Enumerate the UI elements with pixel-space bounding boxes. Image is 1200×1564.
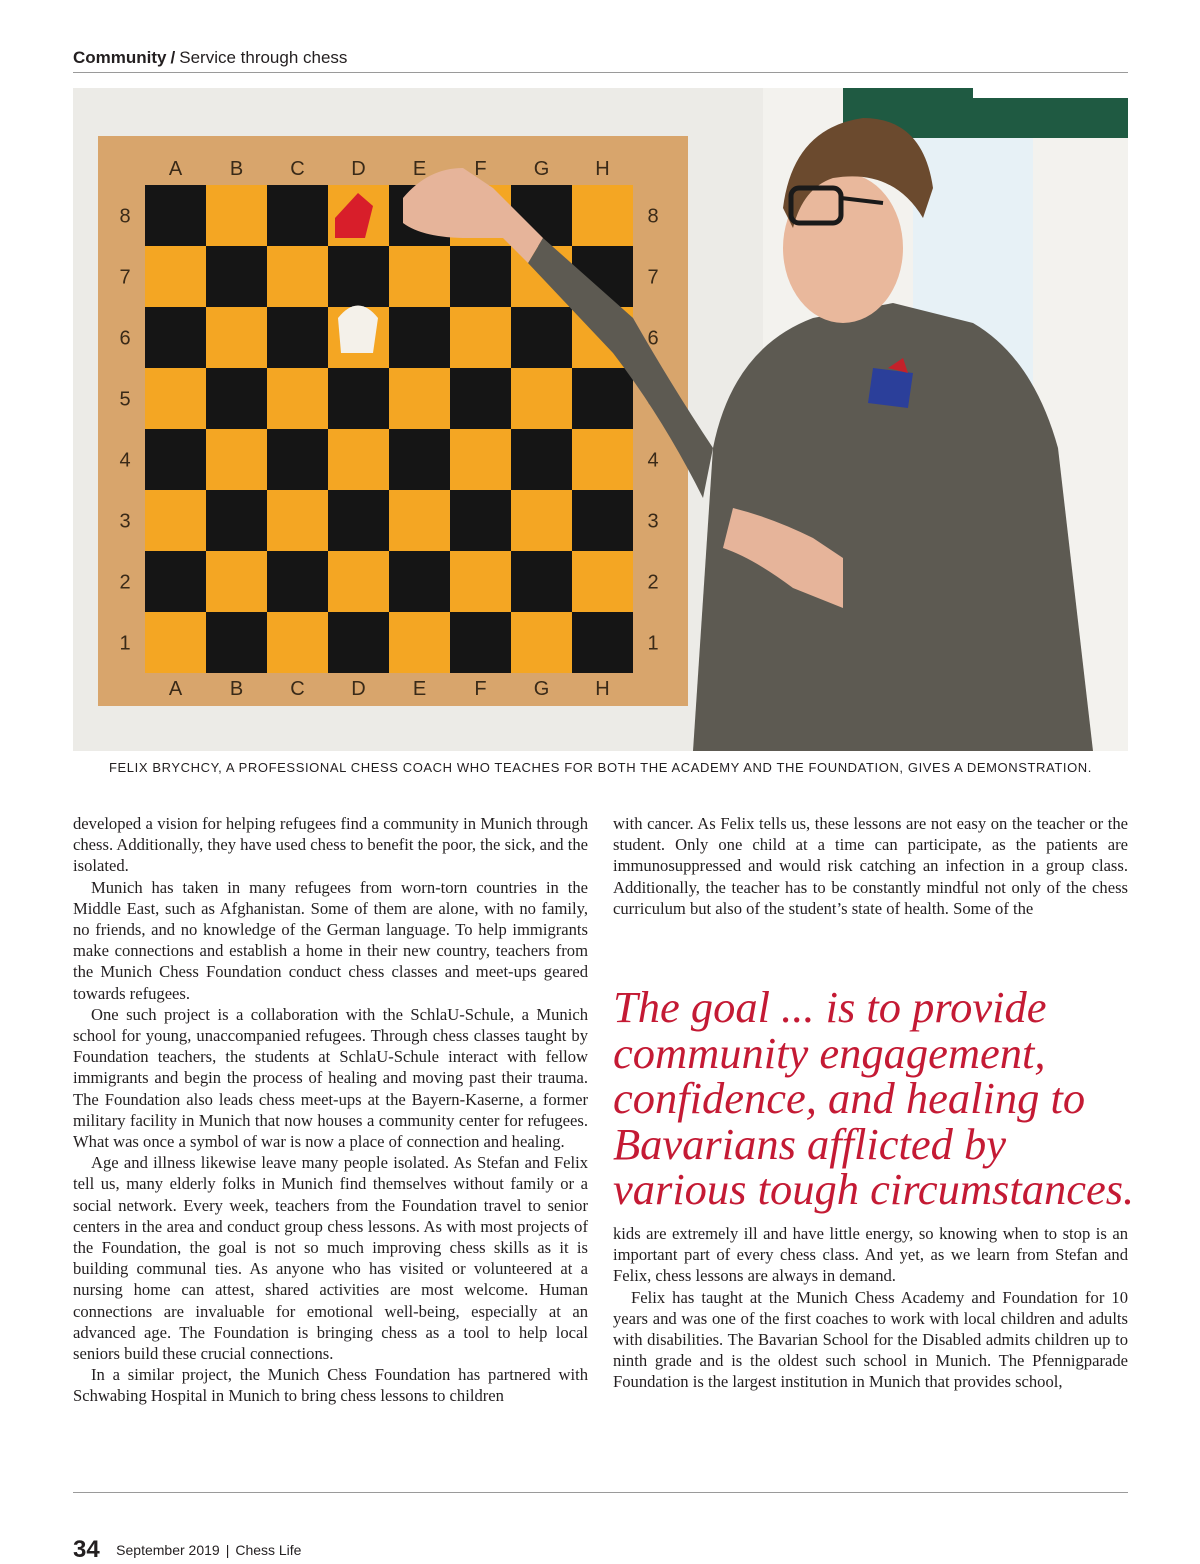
board-square: [267, 368, 328, 429]
file-label: F: [474, 678, 487, 700]
rank-label: 1: [647, 632, 659, 655]
magazine-name: Chess Life: [235, 1542, 302, 1558]
board-square: [206, 307, 267, 368]
file-label: H: [595, 158, 610, 180]
file-label: D: [351, 678, 366, 700]
footer-divider: |: [225, 1542, 230, 1558]
rank-label: 8: [119, 205, 131, 228]
board-square: [389, 551, 450, 612]
section-label: Community: [73, 48, 167, 67]
file-label: C: [290, 158, 305, 180]
board-square: [511, 612, 572, 673]
board-square: [267, 429, 328, 490]
paragraph: Felix has taught at the Munich Chess Academy and Foundation for 10 years and was one of the first coaches to work with local children and adults with disabilities. The Bavarian School for the Disabled admits children up to ninth grade and is the oldest such school in Munich. The Pfennigparade Foundation is the largest institution in Munich that provides school,: [613, 1287, 1128, 1392]
file-label: A: [168, 678, 183, 700]
board-square: [572, 429, 633, 490]
page-footer: [73, 1536, 301, 1564]
rank-label: 8: [647, 205, 659, 228]
rank-label: 6: [119, 327, 131, 350]
rank-label: 2: [647, 571, 659, 594]
board-square: [267, 307, 328, 368]
board-square: [572, 551, 633, 612]
article-column-1: [73, 813, 588, 1407]
paragraph: Munich has taken in many refugees from worn-torn countries in the Middle East, such as Afghanistan. Some of them are alone, with no family, no friends, and no knowledge of the German language. To help immigrants make connections and establish a home in their new country, teachers from the Munich Chess Foundation conduct chess classes and meet-ups geared towards refugees.: [73, 877, 588, 1003]
rank-label: 3: [119, 510, 131, 533]
board-square: [206, 551, 267, 612]
rank-label: 6: [647, 327, 659, 350]
paragraph: Age and illness likewise leave many people isolated. As Stefan and Felix tell us, many elderly folks in Munich find themselves without family or a social network. Every week, teachers from the Foundation travel to senior centers in the area and conduct group chess lessons. As with most projects of the Foundation, the goal is not so much improving chess skills as it is building communal ties. As anyone who has visited or volunteered at a nursing home can attest, shared activities are most welcome. Human connections are invaluable for emotional well-being, especially at an advanced age. The Foundation is bringing chess as a tool to help local seniors build these crucial connections.: [73, 1153, 588, 1364]
file-label: F: [474, 158, 487, 180]
board-square: [267, 612, 328, 673]
chessboard: [98, 136, 688, 706]
board-square: [206, 429, 267, 490]
rank-label: 2: [119, 571, 131, 594]
board-square: [450, 612, 511, 673]
board-square: [206, 185, 267, 246]
file-label: D: [351, 158, 366, 180]
file-label: B: [229, 158, 244, 180]
file-label: G: [533, 678, 550, 700]
article-column-2-bottom: [613, 1223, 1128, 1393]
paragraph: developed a vision for helping refugees find a community in Munich through chess. Additionally, they have used chess to benefit the poor, the sick, and the isolated.: [73, 814, 588, 876]
subsection-label: Service through chess: [179, 48, 348, 67]
board-square: [267, 246, 328, 307]
rank-label: 3: [647, 510, 659, 533]
board-square: [450, 551, 511, 612]
board-square: [145, 429, 206, 490]
file-label: E: [412, 158, 427, 180]
board-square: [450, 307, 511, 368]
board-square: [206, 612, 267, 673]
board-square: [206, 490, 267, 551]
board-square: [328, 246, 389, 307]
white-king-piece: [338, 306, 378, 354]
file-label: H: [595, 678, 610, 700]
board-square: [450, 490, 511, 551]
board-square: [145, 246, 206, 307]
rank-label: 7: [647, 266, 659, 289]
photo-caption: FELIX BRYCHCY, A PROFESSIONAL CHESS COACH WHO TEACHES FOR BOTH THE ACADEMY AND THE FOUNDATION, GIVES A DEMONSTRATION.: [108, 760, 1093, 775]
board-square: [145, 612, 206, 673]
article-column-2-top: [613, 813, 1128, 919]
page-number: 34: [73, 1536, 100, 1563]
board-square: [328, 368, 389, 429]
board-square: [145, 551, 206, 612]
board-square: [145, 307, 206, 368]
board-square: [145, 185, 206, 246]
issue-date: September 2019: [116, 1542, 220, 1558]
board-square: [328, 612, 389, 673]
paragraph: One such project is a collaboration with the SchlaU-Schule, a Munich school for young, unaccompanied refugees. Through chess classes taught by Foundation teachers, the students at SchlaU-Schule interact with fellow immigrants and begin the process of healing and moving past their trauma. The Foundation also leads chess meet-ups at the Bayern-Kaserne, a former military facility in Munich that now houses a community center for refugees. What was once a symbol of war is now a place of connection and healing.: [73, 1004, 588, 1152]
board-square: [572, 612, 633, 673]
board-square: [511, 490, 572, 551]
chess-coach-photo: [73, 88, 1128, 751]
rank-label: 4: [647, 449, 659, 472]
rank-label: 7: [119, 266, 131, 289]
board-square: [511, 307, 572, 368]
board-square: [450, 246, 511, 307]
board-square: [389, 490, 450, 551]
header-separator: /: [170, 48, 176, 67]
file-label: G: [533, 158, 550, 180]
footer-rule: [73, 1492, 1128, 1493]
board-square: [511, 429, 572, 490]
board-square: [389, 307, 450, 368]
board-square: [328, 551, 389, 612]
board-square: [511, 551, 572, 612]
board-square: [389, 612, 450, 673]
board-square: [511, 368, 572, 429]
file-label: B: [229, 678, 244, 700]
rank-label: 5: [119, 388, 131, 411]
rank-label: 1: [119, 632, 131, 655]
pull-quote: The goal ... is to provide community engagement, confidence, and healing to Bavarians afflicted by various tough circumstances.: [613, 982, 1135, 1214]
board-square: [389, 368, 450, 429]
board-square: [267, 551, 328, 612]
board-square: [328, 429, 389, 490]
file-label: C: [290, 678, 305, 700]
board-square: [572, 368, 633, 429]
paragraph: kids are extremely ill and have little energy, so knowing when to stop is an important part of every chess class. And yet, as we learn from Stefan and Felix, chess lessons are always in demand.: [613, 1224, 1128, 1286]
rank-label: 4: [119, 449, 131, 472]
running-header: [73, 47, 1128, 73]
paragraph: with cancer. As Felix tells us, these lessons are not easy on the teacher or the student. Only one child at a time can participate, as the patients are immunosuppressed and would risk catching an infection in a group class. Additionally, the teacher has to be constantly mindful not only of the chess curriculum but also of the student’s state of health. Some of the: [613, 814, 1128, 918]
board-square: [572, 490, 633, 551]
board-square: [450, 368, 511, 429]
board-square: [145, 490, 206, 551]
file-label: A: [168, 158, 183, 180]
board-square: [267, 185, 328, 246]
paragraph: In a similar project, the Munich Chess Foundation has partnered with Schwabing Hospital in Munich to bring chess lessons to children: [73, 1365, 588, 1406]
board-square: [328, 490, 389, 551]
file-label: E: [412, 678, 427, 700]
board-square: [450, 429, 511, 490]
photo-illustration: [73, 88, 1128, 751]
board-square: [572, 185, 633, 246]
board-square: [389, 246, 450, 307]
board-square: [206, 368, 267, 429]
board-square: [206, 246, 267, 307]
board-square: [389, 429, 450, 490]
board-square: [145, 368, 206, 429]
board-square: [267, 490, 328, 551]
